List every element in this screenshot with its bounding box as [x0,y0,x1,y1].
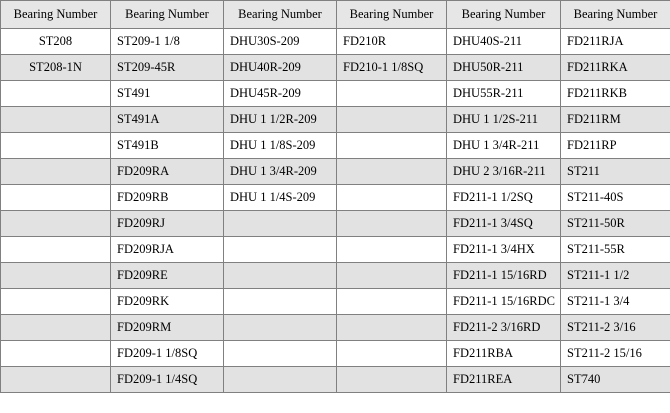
table-cell-empty [1,315,111,341]
table-cell: ST209-45R [111,55,224,81]
table-cell-empty [1,133,111,159]
table-cell-empty [224,341,337,367]
table-cell: FD209RB [111,185,224,211]
table-cell: ST208 [1,29,111,55]
table-cell: DHU40R-209 [224,55,337,81]
table-cell: ST211-55R [561,237,670,263]
column-header-2: Bearing Number [111,1,224,29]
table-cell: FD209-1 1/8SQ [111,341,224,367]
table-row [1,29,670,55]
table-cell: DHU45R-209 [224,81,337,107]
table-cell-empty [1,263,111,289]
table-cell: FD211RKA [561,55,670,81]
table-cell: DHU40S-211 [447,29,561,55]
table-row [1,315,670,341]
table-cell: DHU 1 3/4R-209 [224,159,337,185]
table-cell: ST211-1 1/2 [561,263,670,289]
table-cell: DHU 1 3/4R-211 [447,133,561,159]
column-header-1: Bearing Number [1,1,111,29]
table-header-row [1,1,670,29]
table-row [1,55,670,81]
table-cell: DHU30S-209 [224,29,337,55]
table-row [1,237,670,263]
table-cell: ST211-40S [561,185,670,211]
table-cell: ST211-2 3/16 [561,315,670,341]
table-cell: FD209RE [111,263,224,289]
table-cell: FD209RJA [111,237,224,263]
column-header-4: Bearing Number [337,1,447,29]
table-cell: FD209RM [111,315,224,341]
table-row [1,289,670,315]
table-cell: FD211RKB [561,81,670,107]
table-cell: FD210-1 1/8SQ [337,55,447,81]
table-cell-empty [337,159,447,185]
table-cell: FD209RA [111,159,224,185]
table-cell: DHU50R-211 [447,55,561,81]
table-cell: ST211-2 15/16 [561,341,670,367]
table-cell-empty [1,237,111,263]
table-cell: DHU 1 1/2R-209 [224,107,337,133]
table-cell-empty [224,263,337,289]
table-row [1,367,670,393]
table-cell: FD211REA [447,367,561,393]
table-cell-empty [1,367,111,393]
table-cell: FD211-2 3/16RD [447,315,561,341]
table-cell: FD211RM [561,107,670,133]
table-cell: ST740 [561,367,670,393]
table-cell-empty [1,185,111,211]
table-cell-empty [337,341,447,367]
table-cell-empty [224,315,337,341]
table-cell: ST211-1 3/4 [561,289,670,315]
table-row [1,263,670,289]
table-cell: ST208-1N [1,55,111,81]
table-cell: FD211-1 3/4SQ [447,211,561,237]
table-row [1,211,670,237]
table-row [1,185,670,211]
table-cell-empty [1,341,111,367]
table-cell: ST491 [111,81,224,107]
table-cell-empty [1,211,111,237]
table-cell: ST491B [111,133,224,159]
table-cell-empty [224,367,337,393]
table-cell-empty [337,263,447,289]
table-cell-empty [224,237,337,263]
table-cell: ST491A [111,107,224,133]
table-row [1,159,670,185]
table-cell: ST211 [561,159,670,185]
table-cell-empty [1,159,111,185]
column-header-6: Bearing Number [561,1,670,29]
table-cell: DHU 2 3/16R-211 [447,159,561,185]
table-cell: ST209-1 1/8 [111,29,224,55]
table-cell: DHU55R-211 [447,81,561,107]
table-cell: FD211RP [561,133,670,159]
table-cell: FD209RJ [111,211,224,237]
table-cell: DHU 1 1/4S-209 [224,185,337,211]
table-cell: FD211-1 15/16RD [447,263,561,289]
table-cell: FD211RJA [561,29,670,55]
table-row [1,341,670,367]
table-header [1,1,670,29]
table-cell: FD211-1 15/16RDC [447,289,561,315]
table-cell: FD209-1 1/4SQ [111,367,224,393]
table-cell: FD210R [337,29,447,55]
table-cell: DHU 1 1/8S-209 [224,133,337,159]
table-row [1,107,670,133]
table-cell: FD211RBA [447,341,561,367]
table-cell-empty [1,289,111,315]
table-cell-empty [337,107,447,133]
column-header-5: Bearing Number [447,1,561,29]
table-cell-empty [337,315,447,341]
table-cell-empty [337,237,447,263]
table-cell-empty [337,211,447,237]
table-cell-empty [337,185,447,211]
table-cell: ST211-50R [561,211,670,237]
table-cell: DHU 1 1/2S-211 [447,107,561,133]
table-body [1,29,670,393]
table-cell: FD209RK [111,289,224,315]
table-cell-empty [337,81,447,107]
table-cell-empty [224,289,337,315]
table-cell-empty [1,81,111,107]
table-cell-empty [337,289,447,315]
table-cell: FD211-1 3/4HX [447,237,561,263]
table-row [1,81,670,107]
column-header-3: Bearing Number [224,1,337,29]
table-cell-empty [337,133,447,159]
table-row [1,133,670,159]
table-cell-empty [224,211,337,237]
table-cell-empty [1,107,111,133]
table-cell: FD211-1 1/2SQ [447,185,561,211]
table-cell-empty [337,367,447,393]
